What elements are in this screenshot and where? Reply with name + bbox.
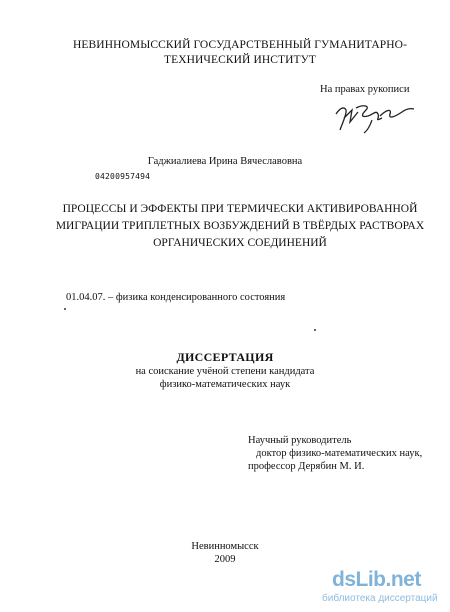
catalog-code: 04200957494 xyxy=(95,172,151,181)
degree-statement xyxy=(0,365,450,391)
thesis-title xyxy=(30,201,450,252)
supervisor-role: Научный руководитель xyxy=(248,435,352,446)
supervisor-block xyxy=(248,434,422,473)
scan-speck xyxy=(314,329,316,331)
city: Невинномысск xyxy=(191,541,259,552)
title-line-2: МИГРАЦИИ ТРИПЛЕТНЫХ ВОЗБУЖДЕНИЙ В ТВЁРДЫХ РАСТВОРАХ xyxy=(55,220,425,232)
institution-line-1: НЕВИННОМЫССКИЙ ГОСУДАРСТВЕННЫЙ ГУМАНИТАРНО- xyxy=(73,39,407,51)
site-watermark xyxy=(322,568,444,608)
watermark-caption: библиотека диссертаций xyxy=(322,593,438,604)
institution-line-2: ТЕХНИЧЕСКИЙ ИНСТИТУТ xyxy=(163,54,317,66)
handwritten-signature xyxy=(330,100,420,136)
specialty-code: 01.04.07. – физика конденсированного состояния xyxy=(66,292,286,303)
degree-line-2: физико-математических наук xyxy=(159,379,291,390)
document-type: ДИССЕРТАЦИЯ xyxy=(176,350,274,364)
supervisor-degree: доктор физико-математических наук, xyxy=(256,448,423,459)
title-line-1: ПРОЦЕССЫ И ЭФФЕКТЫ ПРИ ТЕРМИЧЕСКИ АКТИВИРОВАННОЙ xyxy=(62,203,418,215)
year: 2009 xyxy=(214,554,236,565)
rights-note: На правах рукописи xyxy=(320,84,410,95)
institution-name xyxy=(40,38,440,68)
degree-line-1: на соискание учёной степени кандидата xyxy=(135,366,315,377)
watermark-site: dsLib.net xyxy=(332,568,421,591)
place-and-year xyxy=(0,540,450,566)
title-line-3: ОРГАНИЧЕСКИХ СОЕДИНЕНИЙ xyxy=(153,237,327,249)
supervisor-name: профессор Дерябин М. И. xyxy=(248,461,365,472)
author-name: Гаджиалиева Ирина Вячеславовна xyxy=(147,156,303,167)
scan-speck xyxy=(64,308,66,310)
